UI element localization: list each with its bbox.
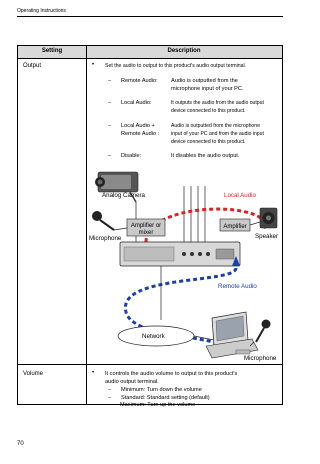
microphone-left-label: Microphone: [89, 235, 122, 242]
speaker-label: Speaker: [255, 233, 279, 240]
amplifier-mixer-label-1: Amplifier or: [130, 223, 162, 229]
option-disable-name: Disable:: [121, 153, 142, 159]
volume-option-minimum: Minimum: Turn down the volume: [121, 387, 202, 393]
audio-connection-diagram: [86, 164, 282, 364]
settings-table: [17, 45, 283, 405]
option-dash: –: [108, 395, 112, 401]
microphone-icon-left: [92, 211, 114, 230]
option-local-audio-name: Local Audio:: [121, 100, 152, 106]
local-audio-label: Local Audio: [224, 192, 256, 199]
volume-intro-1: It controls the audio volume to output to this product's: [105, 371, 238, 377]
option-local-remote-name-1: Local Audio +: [121, 123, 155, 129]
pc-icon: [206, 312, 258, 358]
bullet-marker: •: [92, 62, 95, 68]
amplifier-mixer-label-2: mixer: [138, 230, 154, 236]
microphone-icon-right: [256, 320, 271, 343]
analog-camera-label: Analog Camera: [102, 192, 145, 199]
option-local-remote-desc-1: Audio is outputted from the microphone: [171, 123, 260, 129]
speaker-icon: [260, 208, 277, 228]
option-local-audio-desc-1: It outputs the audio from the audio output: [171, 100, 264, 106]
option-remote-audio-desc-1: Audio is outputted from the: [171, 78, 238, 84]
table-header-row: [18, 46, 282, 59]
page-number: 70: [17, 441, 24, 447]
output-intro-text: Set the audio to output to this product's audio output terminal.: [105, 63, 247, 69]
microphone-right-label: Microphone: [244, 355, 277, 362]
amplifier-label: Amplifier: [223, 224, 247, 230]
option-local-audio-desc-2: device connected to this product.: [171, 108, 246, 114]
network-label: Network: [142, 333, 165, 340]
bullet-marker: •: [92, 370, 95, 376]
option-disable-desc: It disables the audio output.: [171, 153, 240, 159]
network-product-device: [120, 242, 240, 266]
option-local-remote-desc-3: device connected to this product.: [171, 139, 246, 145]
option-dash: –: [108, 78, 112, 84]
option-dash: –: [108, 100, 112, 106]
option-dash: –: [107, 402, 111, 408]
option-local-remote-desc-2: input of your PC and from the audio input: [171, 131, 264, 137]
option-local-remote-name-2: Remote Audio :: [121, 131, 160, 137]
column-header-setting: Setting: [41, 48, 63, 54]
volume-option-standard: Standard: Standard setting (default): [121, 395, 210, 401]
option-dash: –: [108, 387, 112, 393]
setting-output-label: Output: [23, 63, 42, 69]
setting-volume-label: Volume: [23, 371, 44, 377]
remote-audio-label: Remote Audio: [218, 283, 257, 290]
row-divider: [18, 364, 282, 365]
option-remote-audio-desc-2: microphone input of your PC.: [171, 86, 244, 92]
option-dash: –: [108, 153, 112, 159]
volume-option-maximum: Maximum: Turn up the volume: [120, 402, 196, 408]
volume-intro-2: audio output terminal.: [105, 379, 159, 385]
document-header-title: Operating Instructions: [17, 8, 66, 14]
header-rule: [17, 16, 283, 17]
option-remote-audio-name: Remote Audio:: [121, 78, 158, 84]
option-dash: –: [108, 123, 112, 129]
column-header-description: Description: [167, 48, 201, 54]
